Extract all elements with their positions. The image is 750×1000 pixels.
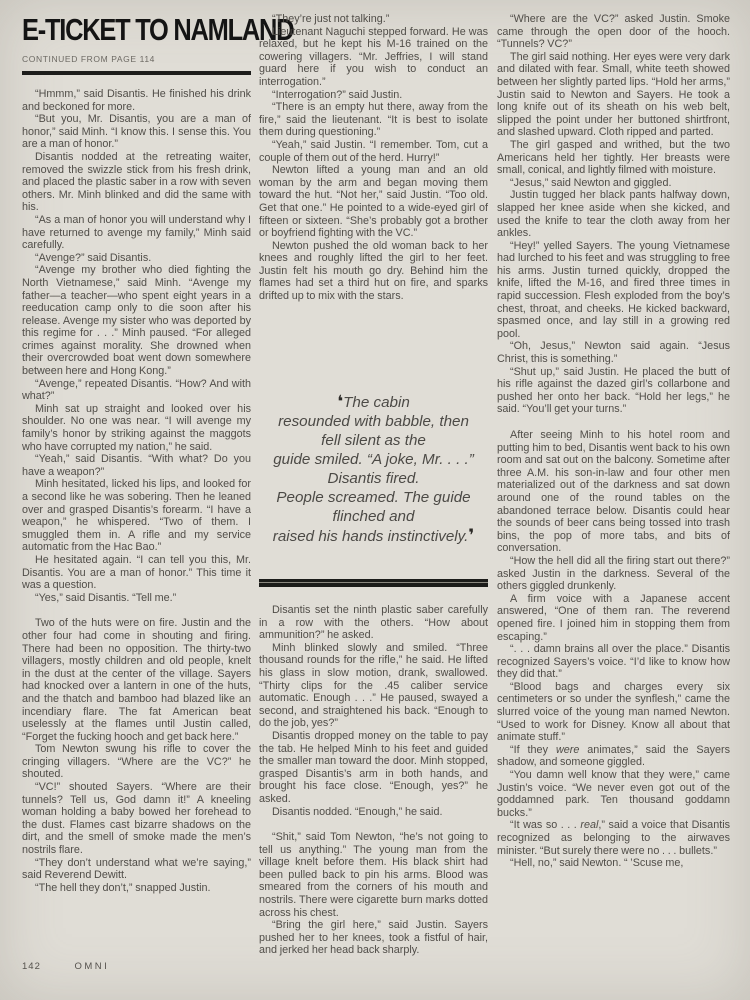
paragraph: Disantis nodded. “Enough,” he said. xyxy=(272,805,443,818)
open-quote-glyph: ❛ xyxy=(337,392,344,411)
paragraph: “Hey!” yelled Sayers. The young Vietnamese had lurched to his feet and was struggling to free his arms. Justin turned quickly, dropped the knife, lifted the M-16, and fired three times in rapid succession. Flesh exploded from the boy’s chest, throat, and cheeks. He kicked backward, spasmed once, and lay still in a growing red pool. xyxy=(497,239,730,340)
paragraph: “Shut up,” said Justin. He placed the butt of his rifle against the dazed girl’s collarbone and pushed her onto her back. “Hold her legs,” he said. “You’ll get your turns.” xyxy=(497,365,730,416)
paragraph: Lieutenant Naguchi stepped forward. He was relaxed, but he kept his M-16 trained on the cowering villagers. “Mr. Jeffries, I will stand guard here if you wish to conduct an interrogation.” xyxy=(259,25,488,88)
paragraph: Tom Newton swung his rifle to cover the cringing villagers. “Where are the VC?” he shouted. xyxy=(22,743,251,781)
article-header xyxy=(22,12,294,75)
column-2-bottom xyxy=(259,604,488,957)
paragraph: “As a man of honor you will understand why I have returned to avenge my family,” Minh said carefully. xyxy=(22,213,251,252)
paragraph: “Bring the girl here,” said Justin. Sayers pushed her to her knees, took a fistful of hair, and jerked her head back sharply. xyxy=(259,919,488,957)
paragraph: He hesitated again. “I can tell you this, Mr. Disantis. You are a man of honor.” This time it was a question. xyxy=(22,553,251,592)
paragraph: “. . . damn brains all over the place.” Disantis recognized Sayers’s voice. “I’d like to know how they did that.” xyxy=(497,643,730,681)
header-rule xyxy=(22,71,251,75)
paragraph: “Avenge,” repeated Disantis. “How? And with what?” xyxy=(22,377,251,403)
column-1 xyxy=(22,88,251,894)
paragraph: Disantis nodded at the retreating waiter, removed the swizzle stick from his fresh drink, and placed the plastic saber in a row with seven others. Mr. Minh blinked and did the same with his. xyxy=(22,150,251,214)
paragraph: A firm voice with a Japanese accent answered, “One of them ran. The reverend opened fire. I joined him in stopping them from escaping.” xyxy=(497,592,730,643)
paragraph: “Where are the VC?” asked Justin. Smoke came through the open door of the hooch. “Tunnels? VC?” xyxy=(497,13,730,51)
paragraph: “It was so . . . real,” said a voice that Disantis recognized as belonging to the airwaves minister. “But surely there were no . . . bullets.” xyxy=(497,819,730,857)
paragraph: Minh blinked slowly and smiled. “Three thousand rounds for the rifle,” he said. He lifted his glass in slow motion, drank, swallowed. “Thirty clips for the .45 caliber service automatic. Enough . . .” He paused, swayed a second, and straightened his back. “Enough to do the job, yes?” xyxy=(259,641,488,730)
paragraph: “Yes,” said Disantis. “Tell me.” xyxy=(35,591,177,604)
page-number: 142 xyxy=(22,961,41,972)
column-3 xyxy=(497,13,730,870)
paragraph: “Yeah,” said Justin. “I remember. Tom, cut a couple of them out of the herd. Hurry!” xyxy=(259,138,488,164)
paragraph: “How the hell did all the firing start out there?” asked Justin in the darkness. Several of the others giggled drunkenly. xyxy=(497,554,730,593)
paragraph: “Blood bags and charges every six centimeters or so under the synflesh,” came the slurred voice of the young man named Newton. “Used to work for Disney. Know all about that animate stuff.” xyxy=(497,680,730,744)
paragraph: Justin tugged her black pants halfway down, slapped her knee aside when she kicked, and used the knife to tear the cloth away from her ankles. xyxy=(497,189,730,240)
pull-quote-line: resounded with babble, then xyxy=(278,413,469,430)
paragraph: Newton pushed the old woman back to her knees and roughly lifted the girl to her feet. Justin felt his mouth go dry. Behind him the flames had set a third hut on fire, and sparks drifted up to mix with the stars. xyxy=(259,239,488,303)
pull-quote-line: Disantis fired. xyxy=(327,470,420,487)
paragraph: Disantis dropped money on the table to pay the tab. He helped Minh to his feet and guided the smaller man toward the door. Minh stopped, grasped Disantis’s arm in both hands, and brought his face close. “Enough, yes?” he asked. xyxy=(259,729,488,805)
paragraph: Disantis set the ninth plastic saber carefully in a row with the others. “How about ammunition?” he asked. xyxy=(259,604,488,642)
paragraph: “Jesus,” said Newton and giggled. xyxy=(510,176,672,189)
paragraph: Minh hesitated, licked his lips, and looked for a second like he was sobering. Then he leaned over and grasped Disantis’s forearm. “I have a weapon,” he whispered. “Two of them. I smuggled them in. A rifle and my service automatic from the Hac Bao.” xyxy=(22,478,251,554)
page-footer xyxy=(22,961,109,972)
paragraph: “Avenge my brother who died fighting the North Vietnamese,” said Minh. “Avenge my father—a teacher—who spent eight years in a reeducation camp only to die soon after his release. Avenge my sister who was deported by this regime for . . .” Minh paused. “For alleged crimes against morality. She drowned when their overcrowded boat went down somewhere between here and Hong Kong.” xyxy=(22,264,251,378)
paragraph: “VC!” shouted Sayers. “Where are their tunnels? Tell us, God damn it!” A kneeling woman holding a baby bowed her forehead to the dust. Flames cast bizarre shadows on the dirt, and the smell of smoke made the men’s nostrils flare. xyxy=(22,781,251,857)
continued-note: CONTINUED FROM PAGE 114 xyxy=(22,54,155,64)
paragraph: “They don’t understand what we’re saying,” said Reverend Dewitt. xyxy=(22,856,251,882)
paragraph: Two of the huts were on fire. Justin and the other four had come in shouting and firing. There had been no opposition. The thirty-two villagers, mostly children and old people, knelt in the dust at the center of the village. Sayers had knocked over a lantern in one of the huts, and the thatch and bamboo had blazed like an incendiary flare. The fat American beat uselessly at the flames until Justin called, “Forget the fucking hooch and get back here.” xyxy=(22,617,251,743)
pull-quote-line: flinched and xyxy=(332,508,415,525)
paragraph: After seeing Minh to his hotel room and putting him to bed, Disantis went back to his own room and sat out on the balcony. Sometime after three A.M. his son-in-law and four other men materialized out of the darkness and sat down around one of the round tables on the abandoned terrace below. Disantis could hear the sounds of beer cans being tossed into trash bins, the pop of more tabs, and bits of conversation. xyxy=(497,429,730,555)
paragraph: “The hell they don’t,” snapped Justin. xyxy=(35,881,211,894)
column-2-top xyxy=(259,13,488,303)
paragraph: The girl gasped and writhed, but the two Americans held her tightly. Her breasts were small, conical, and lightly filmed with moisture. xyxy=(497,138,730,177)
article-title: E-TICKET TO NAMLAND xyxy=(22,12,294,47)
paragraph: “Shit,” said Tom Newton, “he’s not going to tell us anything.” The young man from the village knelt before them. His black shirt had been pulled back to pin his arms. Blood was smeared from the corners of his mouth and nostrils. There were cigarette burn marks dotted across his chest. xyxy=(259,831,488,919)
pull-quote-line: People screamed. The guide xyxy=(276,489,471,506)
paragraph: “Oh, Jesus,” Newton said again. “Jesus Christ, this is something.” xyxy=(497,340,730,366)
close-quote-glyph: ❜ xyxy=(468,526,475,545)
pull-quote xyxy=(255,392,492,546)
paragraph: “Interrogation?” said Justin. xyxy=(272,88,403,101)
paragraph: Newton lifted a young man and an old woman by the arm and began moving them toward the hut. “Not her,” said Justin. “Too old. Get that one.” He pointed to a wide-eyed girl of fifteen or sixteen. “She’s probably got a brother or boyfriend fighting with the VC.” xyxy=(259,164,488,240)
divider-rule xyxy=(259,579,488,587)
paragraph: “Avenge?” said Disantis. xyxy=(35,251,152,264)
paragraph: “But you, Mr. Disantis, you are a man of honor,” said Minh. “I know this. I sense this. You are a man of honor.” xyxy=(22,113,251,151)
paragraph: “Hmmm,” said Disantis. He finished his drink and beckoned for more. xyxy=(22,88,251,113)
paragraph: “If they were animates,” said the Sayers shadow, and someone giggled. xyxy=(497,743,731,769)
paragraph: “They’re just not talking.” xyxy=(272,13,390,25)
pull-quote-line: guide smiled. “A joke, Mr. . . .” xyxy=(273,451,474,468)
pull-quote-line: fell silent as the xyxy=(321,432,426,449)
paragraph: “There is an empty hut there, away from the fire,” said the lieutenant. “It is best to isolate them during questioning.” xyxy=(259,101,488,139)
paragraph: “You damn well know that they were,” came Justin’s voice. “We never even got out of the goddamned park. Ten thousand goddamn bucks.” xyxy=(497,769,730,819)
pull-quote-line: raised his hands instinctively.❜ xyxy=(272,526,475,545)
paragraph: The girl said nothing. Her eyes were very dark and dilated with fear. Small, white teeth showed between her slightly parted lips. “Hold her arms,” Justin said to Newton and Sayers. He took a long knife out of its sheath on his web belt, slipped the point under her buttoned shirtfront, and slashed upward. Cloth ripped and parted. xyxy=(497,50,730,139)
magazine-name: OMNI xyxy=(74,961,110,972)
paragraph: “Hell, no,” said Newton. “ ’Scuse me, xyxy=(510,857,684,870)
paragraph: “Yeah,” said Disantis. “With what? Do you have a weapon?” xyxy=(22,453,251,478)
pull-quote-line: ❛The cabin xyxy=(337,392,410,411)
paragraph: Minh sat up straight and looked over his shoulder. No one was near. “I will avenge my family’s honor by striking against the maggots who have corrupted my nation,” he said. xyxy=(22,402,251,453)
